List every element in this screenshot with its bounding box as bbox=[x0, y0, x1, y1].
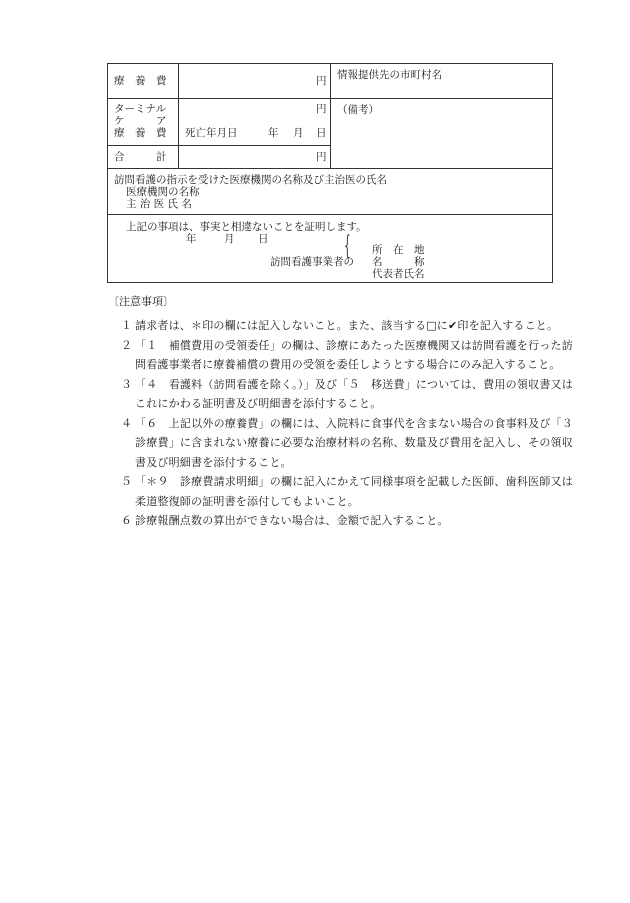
ryoyohi-amount-field[interactable] bbox=[180, 66, 312, 96]
municipality-field[interactable] bbox=[332, 82, 550, 97]
row-divider bbox=[330, 98, 552, 99]
note-item bbox=[113, 511, 573, 531]
municipality-label: 情報提供先の市町村名 bbox=[337, 69, 442, 81]
operator-label: 訪問看護事業者の bbox=[270, 256, 354, 268]
row-divider bbox=[108, 98, 330, 99]
brace-symbol: { bbox=[344, 231, 351, 261]
note-number: ２ bbox=[121, 338, 132, 352]
note-number: ４ bbox=[121, 416, 132, 430]
total-amount-field[interactable] bbox=[180, 147, 312, 166]
terminal-unit: 円 bbox=[316, 103, 327, 115]
notes-heading: 〔注意事項〕 bbox=[108, 295, 174, 308]
remarks-field[interactable] bbox=[332, 118, 550, 166]
column-divider bbox=[330, 64, 331, 168]
total-label: 合 計 bbox=[114, 151, 167, 163]
note-item bbox=[113, 336, 573, 375]
row-divider bbox=[108, 145, 330, 146]
death-date-year: 年 bbox=[268, 127, 279, 139]
note-number: ６ bbox=[121, 514, 132, 527]
institution-doctor-field[interactable] bbox=[208, 185, 548, 211]
terminal-label-line3: 療 養 費 bbox=[114, 127, 167, 139]
note-number: ５ bbox=[121, 475, 132, 488]
terminal-label-line1: ターミナル bbox=[114, 103, 166, 115]
column-divider bbox=[178, 64, 179, 168]
institution-name-label: 医療機関の名称 bbox=[126, 186, 200, 198]
note-text: 診療報酬点数の算出ができない場合は、金額で記入すること。 bbox=[135, 514, 449, 527]
row-divider bbox=[108, 214, 552, 215]
note-item bbox=[113, 414, 585, 473]
note-text: 「４ 看護料（訪問看護を除く。）」及び「５ 移送費」については、費用の領収書又はこれにかわる証明書及び明細書を添付すること。 bbox=[135, 377, 573, 410]
note-text: 「１ 補償費用の受領委任」の欄は、診療にあたった医療機関又は訪問看護を行った訪問看護事業者に療養補償の費用の受領を委任しようとする場合にのみ記入すること。 bbox=[135, 338, 573, 371]
terminal-label-line2: ケ ア bbox=[114, 115, 167, 127]
note-number: １ bbox=[121, 319, 132, 332]
medical-section-title: 訪問看護の指示を受けた医療機関の名称及び主治医の氏名 bbox=[114, 174, 387, 186]
operator-info-field[interactable] bbox=[438, 242, 548, 280]
note-text: 「＊９ 診療費請求明細」の欄に記入にかえて同様事項を記載した医師、歯科医師又は柔道整復師の証明書を添付してもよいこと。 bbox=[135, 475, 573, 508]
terminal-amount-field[interactable] bbox=[180, 100, 312, 122]
cert-day: 日 bbox=[258, 233, 269, 245]
remarks-label: （備考） bbox=[337, 104, 379, 116]
note-text: 「６ 上記以外の療養費」の欄には、入院料に食事代を含まない場合の食事料及び「３ 診療費」に含まれない療養に必要な治療材料の名称、数量及び費用を記入し、その領収書及び明細書を添付すること。 bbox=[135, 416, 585, 469]
note-text: 請求者は、＊印の欄には記入しないこと。また、該当する□に✔印を記入すること。 bbox=[135, 319, 559, 332]
cert-year: 年 bbox=[186, 233, 197, 245]
total-unit: 円 bbox=[316, 151, 327, 163]
doctor-name-label: 主 治 医 氏 名 bbox=[126, 198, 192, 210]
death-date-label: 死亡年月日 bbox=[185, 127, 238, 139]
representative-name-label: 代表者氏名 bbox=[372, 268, 425, 280]
death-date-day: 日 bbox=[316, 127, 327, 139]
certification-statement: 上記の事項は、事実と相違ないことを証明します。 bbox=[126, 221, 367, 233]
ryoyohi-label: 療 養 費 bbox=[114, 75, 167, 87]
notes-list bbox=[113, 316, 585, 531]
ryoyohi-unit: 円 bbox=[316, 75, 327, 87]
operator-address-label: 所 在 地 bbox=[372, 244, 425, 256]
note-item bbox=[113, 375, 573, 414]
note-item bbox=[113, 316, 573, 336]
note-number: ３ bbox=[121, 377, 132, 391]
row-divider bbox=[108, 168, 552, 169]
death-date-month: 月 bbox=[293, 127, 304, 139]
claim-form-table bbox=[107, 63, 553, 283]
cert-month: 月 bbox=[224, 233, 235, 245]
operator-name-label: 名 称 bbox=[372, 256, 425, 268]
note-item bbox=[113, 472, 573, 511]
